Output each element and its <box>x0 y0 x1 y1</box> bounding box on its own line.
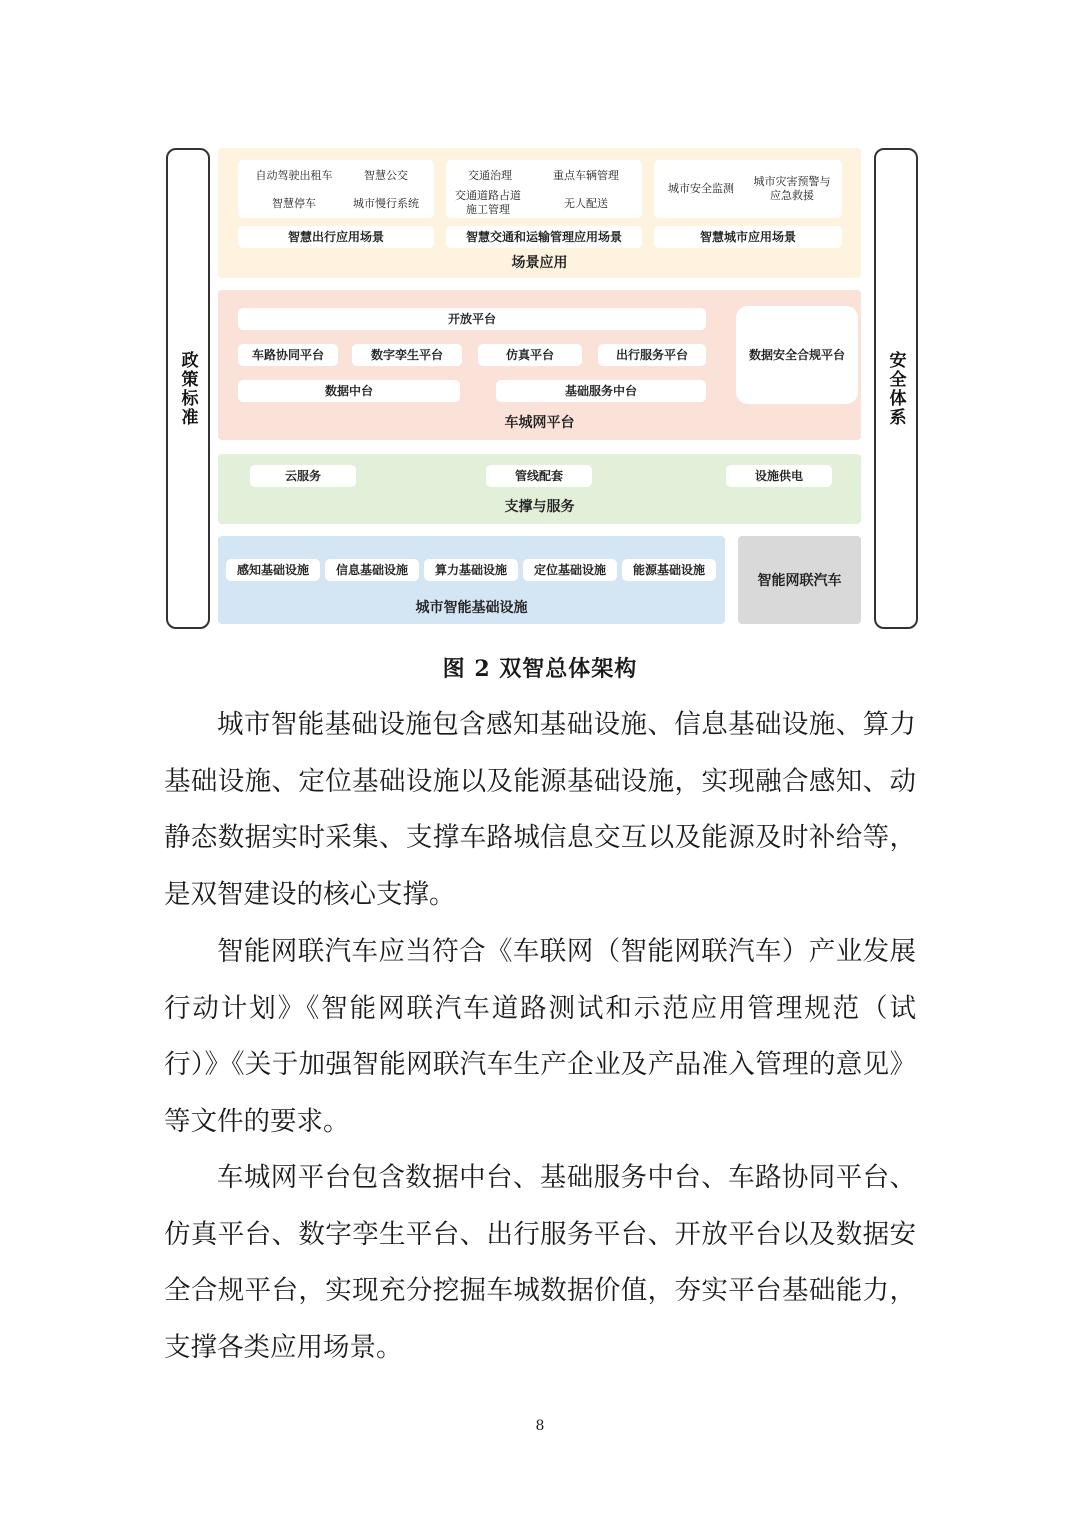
perception-infra: 感知基础设施 <box>226 559 320 581</box>
cloud-service: 云服务 <box>250 465 356 487</box>
security-system-bar <box>874 148 918 629</box>
connected-vehicle-block <box>738 536 861 624</box>
open-platform: 开放平台 <box>238 308 706 330</box>
energy-infra: 能源基础设施 <box>622 559 716 581</box>
traffic-scene-label: 智慧交通和运输管理应用场景 <box>446 226 642 248</box>
paragraph-infrastructure: 城市智能基础设施包含感知基础设施、信息基础设施、算力基础设施、定位基础设施以及能源基础设施，实现融合感知、动静态数据实时采集、支撑车路城信息交互以及能源及时补给等，是双智建设的核心支撑。 <box>164 709 916 910</box>
city-scene-label: 智慧城市应用场景 <box>654 226 842 248</box>
travel-service-platform: 出行服务平台 <box>598 344 706 366</box>
support-layer-title: 支撑与服务 <box>504 499 575 515</box>
data-security-platform: 数据安全合规平台 <box>736 306 858 404</box>
page-number: 8 <box>535 1418 545 1434</box>
city-safety-monitoring: 城市安全监测 <box>668 182 734 195</box>
travel-scene-label: 智慧出行应用场景 <box>238 226 434 248</box>
paragraph-vehicle: 智能网联汽车应当符合《车联网（智能网联汽车）产业发展行动计划》《智能网联汽车道路测试和示范应用管理规范（试行）》《关于加强智能网联汽车生产企业及产品准入管理的意见》等文件的要求。 <box>164 936 916 1137</box>
policy-standard-label: 政策标准 <box>177 350 198 427</box>
scene-layer-title: 场景应用 <box>511 255 568 271</box>
smart-bus: 智慧公交 <box>364 169 408 182</box>
facility-power: 设施供电 <box>726 465 832 487</box>
figure-caption: 图 2 双智总体架构 <box>442 656 638 682</box>
disaster-warning-rescue: 城市灾害预警与应急救援 <box>753 175 831 202</box>
vehicle-road-platform: 车路协同平台 <box>238 344 338 366</box>
road-occupation-management: 交通道路占道施工管理 <box>455 189 521 216</box>
traffic-governance: 交通治理 <box>468 169 512 182</box>
connected-vehicle-label: 智能网联汽车 <box>757 573 842 589</box>
support-service-layer <box>218 454 861 524</box>
basic-service-platform: 基础服务中台 <box>496 380 706 402</box>
city-slow-traffic: 城市慢行系统 <box>353 197 419 210</box>
data-middle-platform: 数据中台 <box>238 380 460 402</box>
platform-layer-title: 车城网平台 <box>504 415 575 431</box>
platform-layer <box>218 290 861 440</box>
policy-standard-bar <box>166 148 210 629</box>
computing-infra: 算力基础设施 <box>424 559 518 581</box>
paragraph-platform: 车城网平台包含数据中台、基础服务中台、车路协同平台、仿真平台、数字孪生平台、出行服务平台、开放平台以及数据安全合规平台，实现充分挖掘车城数据价值，夯实平台基础能力，支撑各类应用场景。 <box>164 1162 916 1363</box>
infrastructure-layer <box>218 536 725 624</box>
scene-application-layer <box>218 148 861 278</box>
security-system-label: 安全体系 <box>885 350 906 427</box>
digital-twin-platform: 数字孪生平台 <box>352 344 462 366</box>
key-vehicle-management: 重点车辆管理 <box>553 169 619 182</box>
autonomous-taxi: 自动驾驶出租车 <box>255 169 333 182</box>
simulation-platform: 仿真平台 <box>478 344 582 366</box>
information-infra: 信息基础设施 <box>325 559 419 581</box>
positioning-infra: 定位基础设施 <box>523 559 617 581</box>
pipeline-support: 管线配套 <box>486 465 592 487</box>
smart-parking: 智慧停车 <box>272 197 316 210</box>
infra-layer-title: 城市智能基础设施 <box>415 600 528 616</box>
unmanned-delivery: 无人配送 <box>564 197 608 210</box>
